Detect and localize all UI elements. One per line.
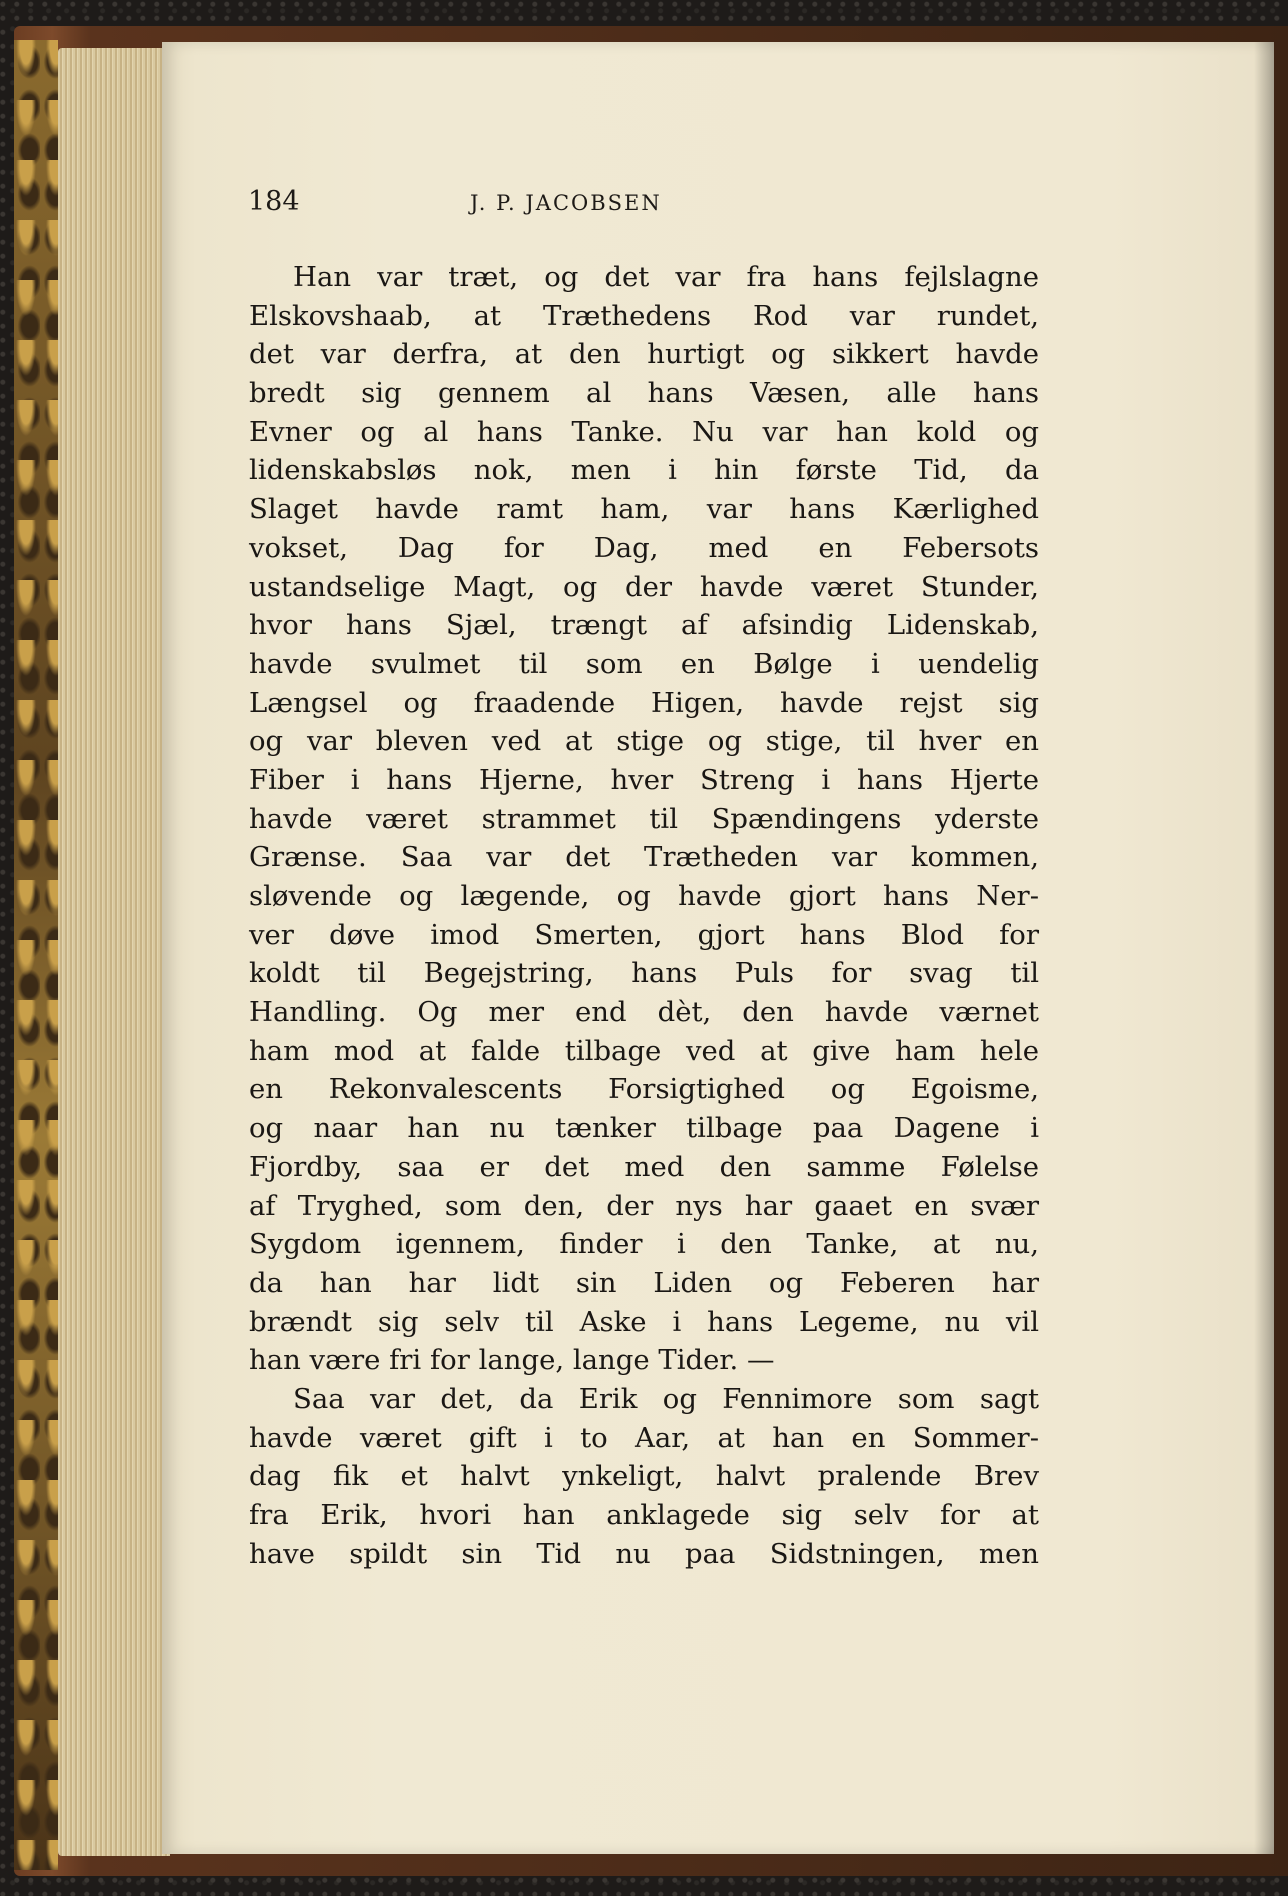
page-number: 184 — [248, 186, 300, 217]
text-line: Fiber i hans Hjerne, hver Streng i hans Hjerte — [249, 763, 1039, 796]
text-line: Grænse. Saa var det Trætheden var kommen, — [249, 841, 1039, 874]
running-head-author: J. P. JACOBSEN — [470, 191, 662, 215]
text-line: have spildt sin Tid nu paa Sidstningen, men — [249, 1537, 1039, 1570]
text-line: Sygdom igennem, finder i den Tanke, at nu, — [249, 1228, 1039, 1261]
text-line: Slaget havde ramt ham, var hans Kærlighed — [249, 493, 1039, 526]
text-line: da han har lidt sin Liden og Feberen har — [249, 1266, 1039, 1299]
text-line: det var derfra, at den hurtigt og sikkert havde — [249, 338, 1039, 371]
text-line: fra Erik, hvori han anklagede sig selv for at — [249, 1499, 1039, 1531]
text-line: og var bleven ved at stige og stige, til hver en — [249, 725, 1039, 758]
text-line: Længsel og fraadende Higen, havde rejst sig — [249, 686, 1039, 719]
page-gutter — [1254, 42, 1274, 1854]
text-line: sløvende og lægende, og havde gjort hans Ner- — [249, 880, 1039, 912]
text-line: vokset, Dag for Dag, med en Febersots — [249, 531, 1039, 564]
text-line: han være fri for lange, lange Tider. — — [249, 1344, 775, 1377]
text-line: bredt sig gennem al hans Væsen, alle hans — [249, 377, 1039, 410]
text-line: lidenskabsløs nok, men i hin første Tid, da — [249, 454, 1039, 487]
text-line: havde svulmet til som en Bølge i uendelig — [249, 647, 1039, 680]
text-line: brændt sig selv til Aske i hans Legeme, nu vil — [249, 1305, 1039, 1338]
text-line: Fjordby, saa er det med den samme Følelse — [249, 1150, 1039, 1183]
text-line: Evner og al hans Tanke. Nu var han kold og — [249, 415, 1039, 448]
text-line: Saa var det, da Erik og Fennimore som sagt — [293, 1382, 1039, 1415]
text-line: hvor hans Sjæl, trængt af afsindig Lidenskab, — [249, 609, 1039, 642]
text-line: Handling. Og mer end dèt, den havde værnet — [249, 996, 1039, 1029]
text-line: ustandselige Magt, og der havde været Stunder, — [249, 570, 1039, 603]
marbled-edge — [14, 40, 58, 1870]
text-line: ham mod at falde tilbage ved at give ham hele — [249, 1034, 1039, 1067]
text-line: Han var træt, og det var fra hans fejlslagne — [293, 261, 1039, 293]
text-line: havde været gift i to Aar, at han en Sommer- — [249, 1421, 1039, 1454]
text-line: en Rekonvalescents Forsigtighed og Egoisme, — [249, 1073, 1039, 1106]
text-line: og naar han nu tænker tilbage paa Dagene i — [249, 1112, 1039, 1145]
text-line: af Tryghed, som den, der nys har gaaet en svær — [249, 1189, 1039, 1222]
body-text — [249, 258, 1039, 1573]
page-edges — [58, 48, 170, 1856]
text-line: dag fik et halvt ynkeligt, halvt pralende Brev — [249, 1460, 1039, 1493]
text-line: koldt til Begejstring, hans Puls for svag til — [249, 957, 1039, 990]
text-line: Elskovshaab, at Træthedens Rod var rundet, — [249, 299, 1039, 332]
text-line: havde været strammet til Spændingens yderste — [249, 802, 1039, 835]
running-head — [248, 184, 908, 224]
text-line: ver døve imod Smerten, gjort hans Blod for — [249, 918, 1039, 951]
